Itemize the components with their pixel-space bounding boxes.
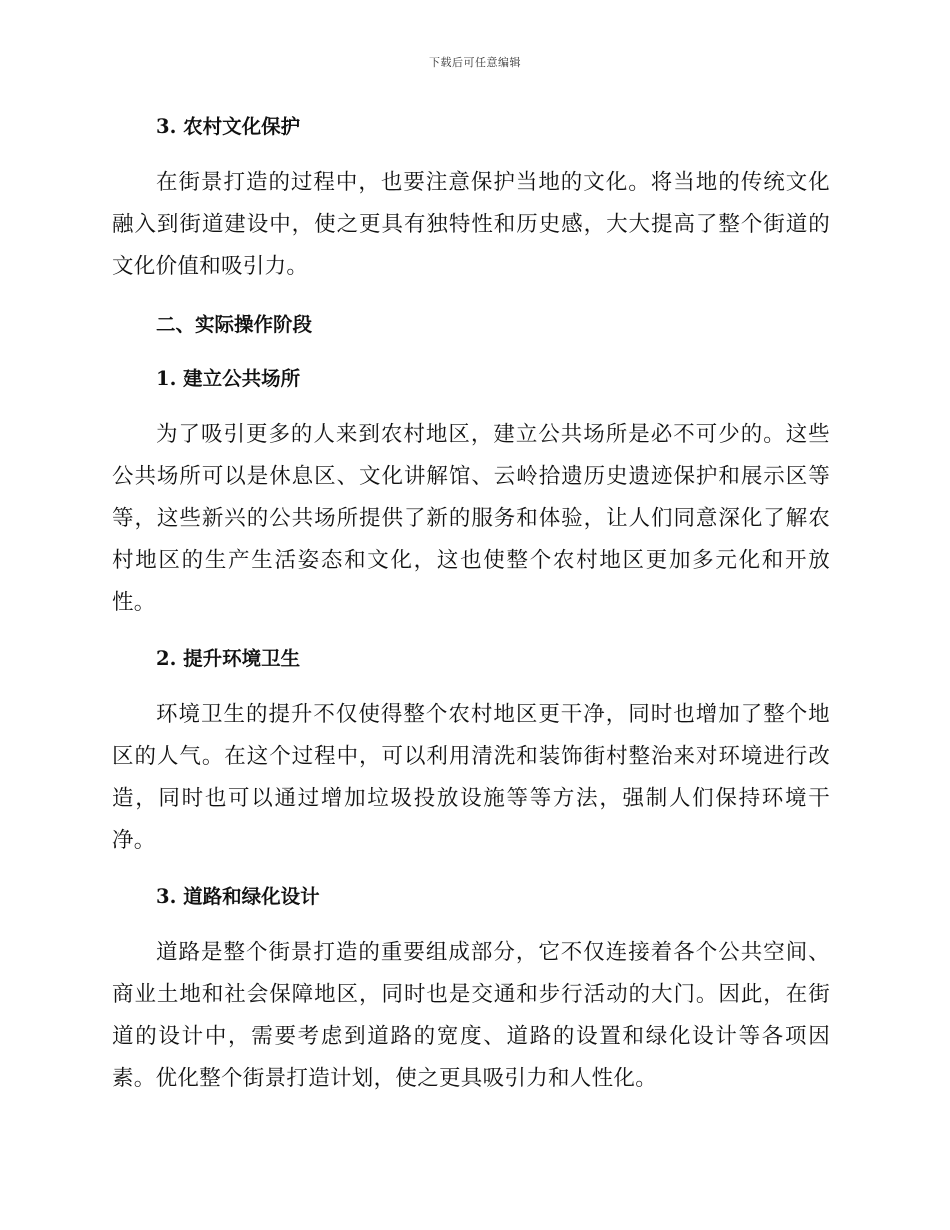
paragraph-sanitation: 环境卫生的提升不仅使得整个农村地区更干净，同时也增加了整个地区的人气。在这个过程中，可以利用清洗和装饰街村整治来对环境进行改造，同时也可以通过增加垃圾投放设施等等方法，强制人们保持环境干净。 — [112, 702, 830, 853]
paragraph-roads-greening: 道路是整个街景打造的重要组成部分，它不仅连接着各个公共空间、商业土地和社会保障地区，同时也是交通和步行活动的大门。因此，在街道的设计中，需要考虑到道路的宽度、道路的设置和绿化设计等各项因素。优化整个街景打造计划，使之更具吸引力和人性化。 — [112, 940, 830, 1091]
section-heading-public-places: 1. 建立公共场所 — [156, 367, 301, 390]
document-body — [112, 110, 830, 1100]
paragraph-public-places: 为了吸引更多的人来到农村地区，建立公共场所是必不可少的。这些公共场所可以是休息区、文化讲解馆、云岭拾遗历史遗迹保护和展示区等等，这些新兴的公共场所提供了新的服务和体验，让人们同意深化了解农村地区的生产生活姿态和文化，这也使整个农村地区更加多元化和开放性。 — [112, 422, 830, 615]
page-header-note: 下载后可任意编辑 — [429, 56, 521, 69]
paragraph-rural-culture: 在街景打造的过程中，也要注意保护当地的文化。将当地的传统文化融入到街道建设中，使之更具有独特性和历史感，大大提高了整个街道的文化价值和吸引力。 — [112, 170, 830, 279]
section-heading-roads-greening: 3. 道路和绿化设计 — [156, 885, 320, 908]
section-heading-rural-culture: 3. 农村文化保护 — [156, 115, 301, 138]
section-heading-implementation: 二、实际操作阶段 — [156, 313, 313, 336]
section-heading-sanitation: 2. 提升环境卫生 — [156, 647, 301, 670]
